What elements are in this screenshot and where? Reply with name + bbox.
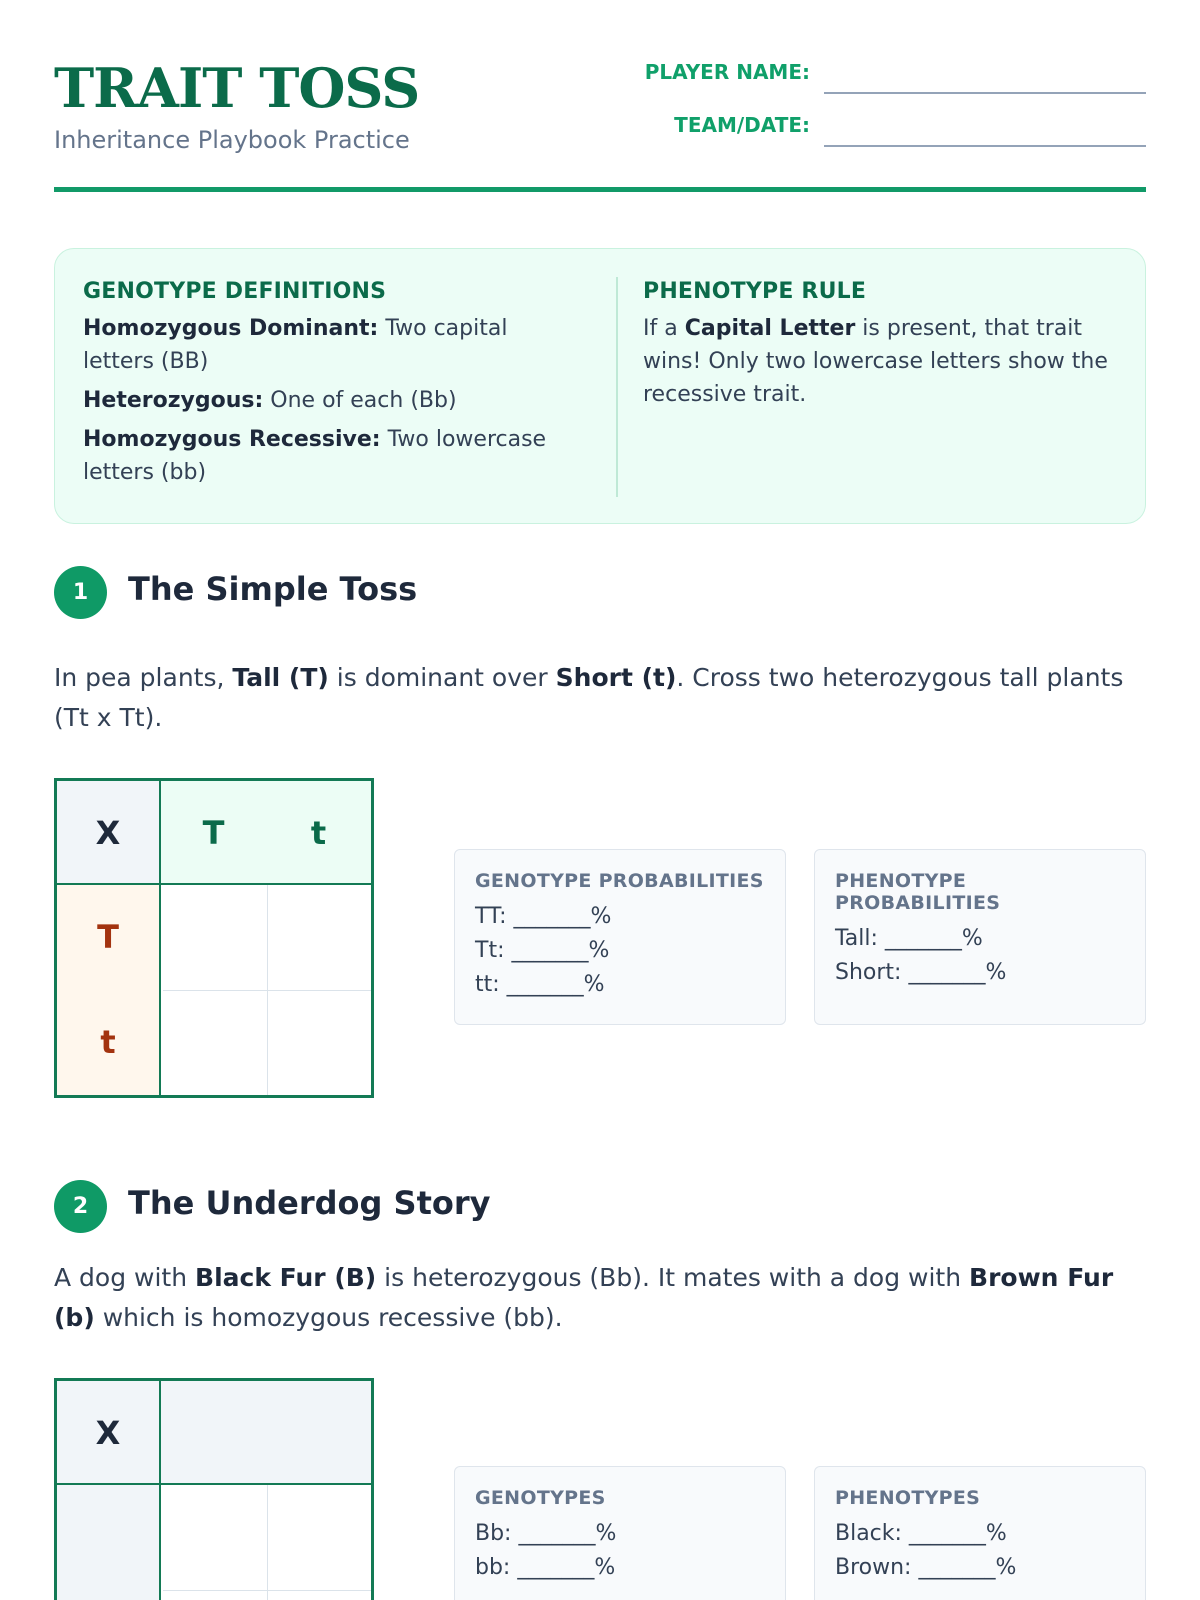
punnett-corner: X (57, 1381, 161, 1485)
team-date-label: TEAM/DATE: (674, 113, 810, 137)
probability-blank[interactable]: Bb: _______% (475, 1521, 617, 1546)
phenotype-rule (643, 279, 1123, 417)
genotypes-title: GENOTYPES (475, 1487, 606, 1509)
player-name-label: PLAYER NAME: (644, 60, 810, 84)
worksheet-title: TRAIT TOSS (54, 56, 420, 120)
team-date-line[interactable] (824, 145, 1146, 147)
definition-item: Homozygous Dominant: Two capital letters (BB) (83, 316, 508, 374)
punnett-cell[interactable] (268, 991, 371, 1095)
phenotype-probabilities-card (814, 849, 1146, 1025)
phenotypes-title: PHENOTYPES (835, 1487, 981, 1509)
probability-blank[interactable]: bb: _______% (475, 1555, 616, 1580)
section-2-prompt: A dog with Black Fur (B) is heterozygous (Bb). It mates with a dog with Brown Fur (b) which is homozygous recessive (bb). (54, 1263, 1114, 1332)
punnett-square-1 (54, 778, 374, 1098)
section-title: The Simple Toss (128, 570, 418, 608)
punnett-cell[interactable] (268, 1487, 371, 1590)
punnett-top-allele: T (161, 781, 266, 885)
phenotype-probabilities-title: PHENOTYPE PROBABILITIES (835, 870, 1001, 914)
section-1-header (54, 566, 654, 620)
punnett-grid-line (267, 1485, 268, 1600)
phenotype-rule-text: If a Capital Letter is present, that trait wins! Only two lowercase letters show the recessive trait. (643, 316, 1108, 407)
punnett-cell[interactable] (163, 991, 267, 1095)
punnett-top-allele-blank[interactable] (161, 1381, 371, 1485)
definitions-panel (54, 248, 1146, 524)
punnett-cell[interactable] (163, 1487, 267, 1590)
genotype-definitions-heading: GENOTYPE DEFINITIONS (83, 279, 387, 304)
probability-blank[interactable]: Short: _______% (835, 960, 1007, 985)
genotype-probabilities-title: GENOTYPE PROBABILITIES (475, 870, 764, 892)
punnett-side-allele: T (57, 885, 161, 990)
section-number-badge: 1 (54, 566, 107, 619)
genotype-definitions (83, 279, 583, 495)
section-number-badge: 2 (54, 1180, 107, 1233)
probability-blank[interactable]: Tt: _______% (475, 938, 610, 963)
definition-item: Homozygous Recessive: Two lowercase letters (bb) (83, 427, 547, 485)
definitions-divider (616, 277, 618, 497)
punnett-cell[interactable] (268, 887, 371, 990)
genotype-probabilities-card (454, 849, 786, 1025)
punnett-square-2 (54, 1378, 374, 1600)
probability-blank[interactable]: Tall: _______% (835, 926, 983, 951)
definition-item: Heterozygous: One of each (Bb) (83, 388, 457, 413)
player-name-field[interactable] (626, 56, 1146, 96)
genotypes-card (454, 1466, 786, 1600)
punnett-cell[interactable] (163, 887, 267, 990)
header-divider (54, 187, 1146, 192)
section-2-header (54, 1180, 754, 1234)
team-date-field[interactable] (626, 109, 1146, 149)
probability-blank[interactable]: Black: _______% (835, 1521, 1007, 1546)
probability-blank[interactable]: TT: _______% (475, 904, 612, 929)
player-name-line[interactable] (824, 92, 1146, 94)
punnett-top-allele: t (266, 781, 371, 885)
punnett-corner: X (57, 781, 161, 885)
phenotype-rule-heading: PHENOTYPE RULE (643, 279, 867, 304)
section-title: The Underdog Story (128, 1184, 491, 1222)
worksheet-header (54, 56, 1146, 196)
punnett-side-allele-blank[interactable] (57, 1485, 161, 1600)
punnett-grid-line (163, 1590, 371, 1591)
phenotypes-card (814, 1466, 1146, 1600)
worksheet-subtitle: Inheritance Playbook Practice (54, 126, 410, 154)
section-1-prompt: In pea plants, Tall (T) is dominant over Short (t). Cross two heterozygous tall plants (Tt x Tt). (54, 663, 1124, 732)
punnett-grid-line (163, 990, 371, 991)
probability-blank[interactable]: Brown: _______% (835, 1555, 1017, 1580)
probability-blank[interactable]: tt: _______% (475, 972, 605, 997)
punnett-side-allele: t (57, 990, 161, 1095)
